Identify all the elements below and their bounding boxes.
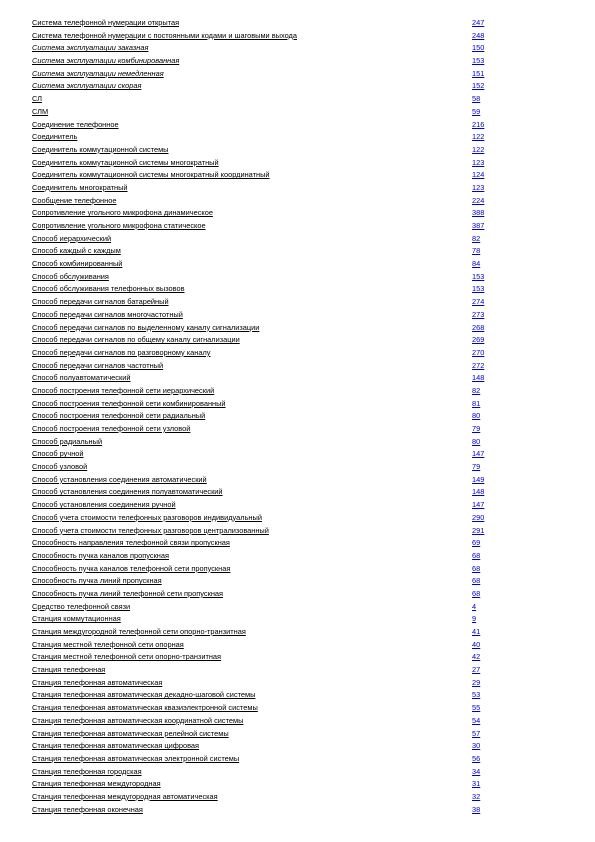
page-number-link[interactable]: 79 — [472, 462, 481, 472]
index-entry — [32, 169, 492, 182]
page-number-link[interactable]: 68 — [472, 563, 481, 573]
page-number-link[interactable]: 268 — [472, 322, 485, 332]
index-entry — [32, 563, 492, 576]
page-number-link[interactable]: 69 — [472, 538, 481, 548]
index-term: Сопротивление угольного микрофона статическое — [32, 221, 206, 230]
index-entry — [32, 55, 492, 68]
index-term: Система эксплуатации заказная — [32, 43, 149, 53]
index-term: Способ каждый с каждым — [32, 246, 121, 256]
index-entry — [32, 651, 492, 664]
index-entry — [32, 283, 492, 296]
index-term: Соединитель — [32, 132, 78, 142]
index-term: Система телефонной нумерации открытая — [32, 18, 180, 27]
index-term: Способ построения телефонной сети комбинированный — [32, 398, 226, 408]
index-term: Сопротивление угольного микрофона динамическое — [32, 208, 213, 218]
page-number-link[interactable]: 151 — [472, 68, 485, 78]
page-number-link[interactable]: 30 — [472, 741, 481, 751]
index-term: Станция местной телефонной сети опорная — [32, 639, 184, 649]
page-number-link[interactable]: 153 — [472, 284, 485, 294]
index-term: Система эксплуатации комбинированная — [32, 56, 180, 66]
index-entry — [32, 639, 492, 652]
index-entry — [32, 613, 492, 626]
index-term: Способ передачи сигналов по общему каналу сигнализации — [32, 335, 240, 345]
index-entry — [32, 17, 492, 30]
index-term: Соединитель коммутационной системы многократный координатный — [32, 170, 270, 180]
index-entry — [32, 385, 492, 398]
page-number-link[interactable]: 124 — [472, 170, 485, 180]
page-number-link[interactable]: 148 — [472, 373, 485, 383]
index-entry — [32, 664, 492, 677]
index-entry — [32, 702, 492, 715]
page-number-link[interactable]: 32 — [472, 791, 481, 801]
index-entry — [32, 322, 492, 335]
index-term: Способ передачи сигналов батарейный — [32, 297, 169, 307]
index-entry — [32, 195, 492, 208]
index-entry — [32, 753, 492, 766]
index-entry — [32, 689, 492, 702]
index-entry — [32, 42, 492, 55]
index-term: Способ узловой — [32, 462, 88, 472]
index-entry — [32, 207, 492, 220]
index-entry — [32, 30, 492, 43]
index-entry — [32, 499, 492, 512]
page-number-link[interactable]: 4 — [472, 601, 477, 611]
index-term: Способность пучка каналов пропускная — [32, 550, 169, 560]
page-number-link[interactable]: 68 — [472, 576, 481, 586]
index-term: Способ комбинированный — [32, 259, 123, 269]
index-term: Способ иерархический — [32, 233, 112, 243]
page-number-link[interactable]: 9 — [472, 614, 477, 624]
page-number-link[interactable]: 153 — [472, 271, 485, 281]
index-entry — [32, 550, 492, 563]
index-entry — [32, 220, 492, 233]
page-number-link[interactable]: 147 — [472, 449, 485, 459]
index-entry — [32, 525, 492, 538]
index-entry — [32, 144, 492, 157]
index-term: Способ построения телефонной сети радиальный — [32, 411, 206, 421]
page-number-link[interactable]: 149 — [472, 474, 485, 484]
index-term: Станция телефонная междугородная — [32, 779, 161, 789]
index-entry — [32, 423, 492, 436]
index-term: Способность пучка каналов телефонной сети пропускная — [32, 563, 231, 573]
index-term: Станция телефонная оконечная — [32, 804, 143, 814]
index-entry — [32, 233, 492, 246]
index-entry — [32, 68, 492, 81]
index-term: Способ построения телефонной сети иерархический — [32, 385, 215, 395]
page-number-link[interactable]: 216 — [472, 119, 485, 129]
index-term: Станция телефонная автоматическая квазиэлектронной системы — [32, 703, 258, 713]
index-term: Соединитель коммутационной системы — [32, 144, 169, 154]
index-term: Станция телефонная автоматическая координатной системы — [32, 715, 244, 725]
page-number-link[interactable]: 56 — [472, 753, 481, 763]
index-term: Станция телефонная — [32, 665, 106, 675]
index-term: Способ ручной — [32, 449, 84, 459]
index-entry — [32, 791, 492, 804]
index-term: Станция телефонная автоматическая электронной системы — [32, 753, 240, 763]
index-entry — [32, 436, 492, 449]
index-term: Станция телефонная автоматическая — [32, 677, 163, 687]
index-entry — [32, 740, 492, 753]
index-entry — [32, 309, 492, 322]
index-entry — [32, 410, 492, 423]
page-number-link[interactable]: 54 — [472, 715, 481, 725]
page-number-link[interactable]: 42 — [472, 652, 481, 662]
index-term: СЛМ — [32, 106, 49, 116]
index-entry — [32, 448, 492, 461]
index-term: Способ построения телефонной сети узловой — [32, 424, 191, 433]
index-term: СЛ — [32, 94, 42, 104]
index-term: Способ обслуживания — [32, 271, 109, 281]
index-entry — [32, 106, 492, 119]
page-number-link[interactable]: 291 — [472, 525, 485, 535]
index-entry — [32, 360, 492, 373]
index-entry — [32, 80, 492, 93]
page-number-link[interactable]: 152 — [472, 81, 485, 91]
page-number-link[interactable]: 270 — [472, 347, 485, 357]
index-term: Способ установления соединения полуавтоматический — [32, 487, 223, 497]
index-entry — [32, 461, 492, 474]
index-term: Станция телефонная автоматическая цифровая — [32, 741, 200, 751]
index-term: Способ передачи сигналов многочастотный — [32, 309, 183, 319]
index-entry — [32, 766, 492, 779]
index-term: Способность пучка линий телефонной сети пропускная — [32, 588, 224, 598]
index-term: Система эксплуатации немедленная — [32, 68, 164, 78]
index-entry — [32, 334, 492, 347]
page-number-link[interactable]: 29 — [472, 677, 481, 687]
index-term: Станция местной телефонной сети опорно-транзитная — [32, 652, 222, 662]
index-term: Способ передачи сигналов по разговорному каналу — [32, 347, 211, 357]
index-term: Способ полуавтоматический — [32, 373, 131, 383]
index-term: Система телефонной нумерации с постоянными кодами и шаговыми выхода — [32, 30, 297, 40]
index-entry — [32, 537, 492, 550]
index-term: Сообщение телефонное — [32, 195, 117, 205]
index-entry — [32, 512, 492, 525]
page-number-link[interactable]: 68 — [472, 550, 481, 560]
page-number-link[interactable]: 273 — [472, 309, 485, 319]
index-entry — [32, 626, 492, 639]
page-number-link[interactable]: 34 — [472, 766, 481, 776]
page-number-link[interactable]: 58 — [472, 94, 481, 104]
index-entry — [32, 486, 492, 499]
index-term: Способность пучка линий пропускная — [32, 576, 162, 586]
index-term: Средство телефонной связи — [32, 601, 131, 611]
page-number-link[interactable]: 79 — [472, 424, 481, 433]
index-entry — [32, 245, 492, 258]
index-term: Способ учета стоимости телефонных разговоров индивидуальный — [32, 512, 262, 522]
index-entry — [32, 258, 492, 271]
page-number-link[interactable]: 290 — [472, 512, 485, 522]
page-number-link[interactable]: 81 — [472, 398, 481, 408]
index-entry — [32, 131, 492, 144]
page-number-link[interactable]: 82 — [472, 233, 481, 243]
index-entry — [32, 398, 492, 411]
index-term: Соединитель многократный — [32, 182, 128, 192]
index-term: Станция телефонная автоматическая декадно-шаговой системы — [32, 690, 256, 700]
page-number-link[interactable]: 80 — [472, 411, 481, 421]
page-number-link[interactable]: 224 — [472, 195, 485, 205]
index-term: Способ установления соединения ручной — [32, 500, 176, 510]
index-entry — [32, 182, 492, 195]
index-list — [32, 17, 492, 816]
page-number-link[interactable]: 38 — [472, 804, 481, 814]
index-entry — [32, 778, 492, 791]
page-number-link[interactable]: 122 — [472, 132, 485, 142]
page-number-link[interactable]: 274 — [472, 297, 485, 307]
index-term: Способ учета стоимости телефонных разговоров централизованный — [32, 525, 269, 535]
index-term: Станция телефонная автоматическая релейной системы — [32, 728, 229, 738]
page-number-link[interactable]: 248 — [472, 30, 485, 40]
page-number-link[interactable]: 123 — [472, 157, 485, 167]
page-number-link[interactable]: 59 — [472, 106, 481, 116]
page-number-link[interactable]: 388 — [472, 208, 485, 218]
page-number-link[interactable]: 57 — [472, 728, 481, 738]
index-entry — [32, 588, 492, 601]
index-entry — [32, 93, 492, 106]
page-number-link[interactable]: 147 — [472, 500, 485, 510]
index-term: Способ передачи сигналов по выделенному каналу сигнализации — [32, 322, 260, 332]
index-entry — [32, 347, 492, 360]
page-number-link[interactable]: 387 — [472, 221, 485, 230]
page-number-link[interactable]: 82 — [472, 385, 481, 395]
index-term: Способ передачи сигналов частотный — [32, 360, 164, 370]
index-term: Способ обслуживания телефонных вызовов — [32, 284, 185, 294]
index-term: Соединение телефонное — [32, 119, 119, 129]
index-term: Способность направления телефонной связи пропускная — [32, 538, 230, 548]
index-entry — [32, 119, 492, 132]
page-number-link[interactable]: 78 — [472, 246, 481, 256]
page-number-link[interactable]: 269 — [472, 335, 485, 345]
index-term: Система эксплуатации скорая — [32, 81, 142, 91]
page-number-link[interactable]: 27 — [472, 665, 481, 675]
index-entry — [32, 804, 492, 817]
page-number-link[interactable]: 150 — [472, 43, 485, 53]
page-number-link[interactable]: 148 — [472, 487, 485, 497]
index-entry — [32, 575, 492, 588]
index-entry — [32, 677, 492, 690]
page-number-link[interactable]: 247 — [472, 18, 485, 27]
index-term: Станция коммутационная — [32, 614, 121, 624]
index-entry — [32, 474, 492, 487]
index-entry — [32, 296, 492, 309]
page-number-link[interactable]: 41 — [472, 627, 481, 636]
index-term: Станция междугородной телефонной сети опорно-транзитная — [32, 627, 246, 636]
page-number-link[interactable]: 80 — [472, 436, 481, 446]
index-entry — [32, 372, 492, 385]
page-number-link[interactable]: 53 — [472, 690, 481, 700]
index-term: Станция телефонная городская — [32, 766, 142, 776]
page-number-link[interactable]: 122 — [472, 144, 485, 154]
index-term: Способ радиальный — [32, 436, 103, 446]
page-number-link[interactable]: 123 — [472, 182, 485, 192]
index-entry — [32, 601, 492, 614]
index-entry — [32, 715, 492, 728]
page-number-link[interactable]: 40 — [472, 639, 481, 649]
index-term: Соединитель коммутационной системы многократный — [32, 157, 219, 167]
page-number-link[interactable]: 84 — [472, 259, 481, 269]
page-number-link[interactable]: 68 — [472, 588, 481, 598]
index-entry — [32, 157, 492, 170]
page-number-link[interactable]: 31 — [472, 779, 481, 789]
index-term: Способ установления соединения автоматический — [32, 474, 207, 484]
page-number-link[interactable]: 272 — [472, 360, 485, 370]
index-entry — [32, 271, 492, 284]
page-number-link[interactable]: 55 — [472, 703, 481, 713]
index-term: Станция телефонная междугородная автоматическая — [32, 791, 218, 801]
index-entry — [32, 728, 492, 741]
page-number-link[interactable]: 153 — [472, 56, 485, 66]
